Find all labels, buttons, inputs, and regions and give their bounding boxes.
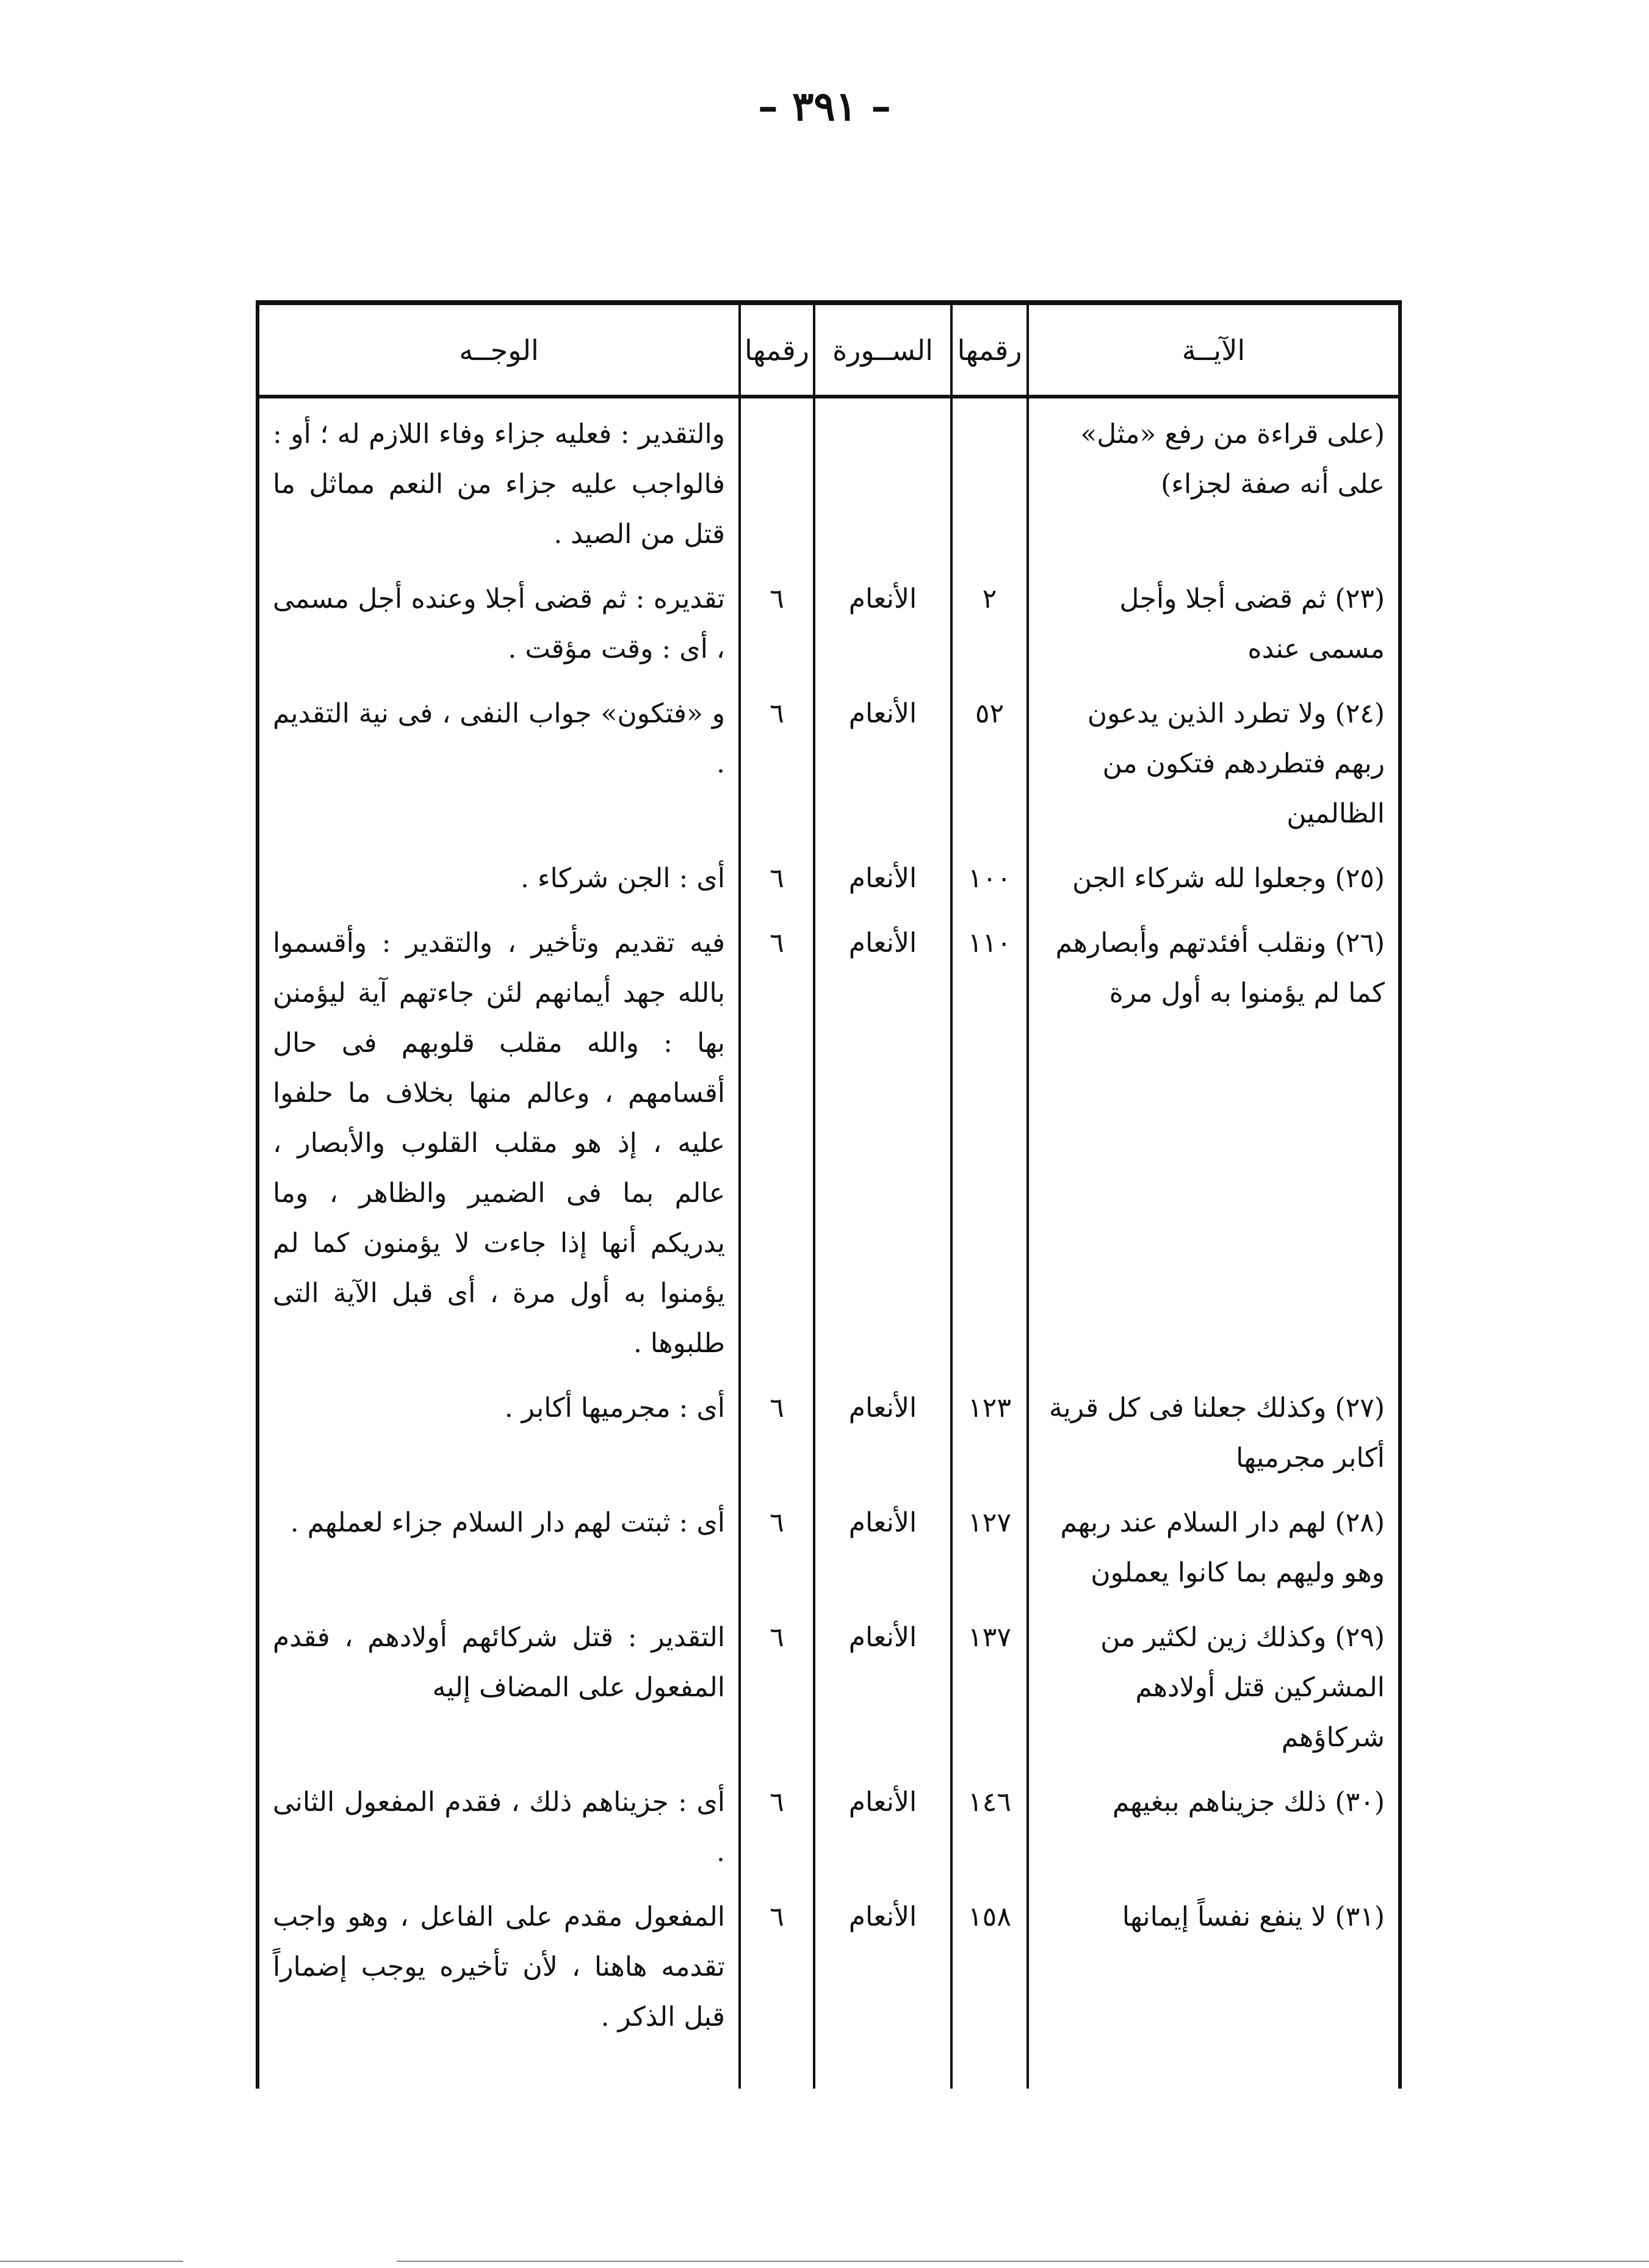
table-row <box>258 678 1400 843</box>
wajh-cell: التقدير : قتل شركائهم أولادهم ، فقدم المفعول على المضاف إليه <box>273 1622 725 1703</box>
filler-cell <box>258 2046 740 2089</box>
filler-cell <box>740 2046 814 2089</box>
wajh-cell: أى : الجن شركاء . <box>520 863 725 894</box>
sura-number-cell: ٦ <box>740 907 814 1372</box>
aya-number-cell: ٥٢ <box>951 678 1028 843</box>
verse-table <box>256 300 1402 2089</box>
table-row <box>258 1487 1400 1602</box>
sura-number-cell: ٦ <box>740 1372 814 1487</box>
table-filler-row <box>258 2046 1400 2089</box>
sura-number-cell <box>740 397 814 563</box>
page-number: – ٣٩١ – <box>757 82 892 130</box>
wajh-cell: تقديره : ثم قضى أجلا وعنده أجل مسمى ، أى : وقت مؤقت . <box>273 583 725 664</box>
sura-cell: الأنعام <box>814 563 951 678</box>
wajh-cell: أى : ثبتت لهم دار السلام جزاء لعملهم . <box>290 1507 725 1538</box>
header-sura-number: رقمها <box>740 303 814 397</box>
sura-cell: الأنعام <box>814 1372 951 1487</box>
aya-cell: (٣١) لا ينفع نفساً إيمانها <box>1028 1881 1400 2046</box>
sura-cell: الأنعام <box>814 1766 951 1881</box>
wajh-cell: أى : جزيناهم ذلك ، فقدم المفعول الثانى . <box>273 1787 725 1868</box>
aya-cell: (٢٤) ولا تطرد الذين يدعون ربهم فتطردهم فتكون من الظالمين <box>1028 678 1400 843</box>
table-row <box>258 1766 1400 1881</box>
aya-cell: (٢٩) وكذلك زين لكثير من المشركين قتل أولادهم شركاؤهم <box>1028 1602 1400 1766</box>
wajh-cell: المفعول مقدم على الفاعل ، وهو واجب تقدمه هاهنا ، لأن تأخيره يوجب إضماراً قبل الذكر . <box>273 1901 725 2032</box>
aya-number-cell: ١٢٣ <box>951 1372 1028 1487</box>
sura-number-cell: ٦ <box>740 563 814 678</box>
table-row <box>258 397 1400 563</box>
aya-number-cell: ١٣٧ <box>951 1602 1028 1766</box>
aya-cell: (٢٥) وجعلوا لله شركاء الجن <box>1028 843 1400 907</box>
sura-number-cell: ٦ <box>740 1487 814 1602</box>
sura-cell: الأنعام <box>814 907 951 1372</box>
wajh-cell: والتقدير : فعليه جزاء وفاء اللازم له ؛ أو : فالواجب عليه جزاء من النعم مماثل ما قتل من الصيد . <box>273 419 725 550</box>
aya-number-cell: ١١٠ <box>951 907 1028 1372</box>
sura-cell: الأنعام <box>814 1487 951 1602</box>
table-row <box>258 843 1400 907</box>
header-aya: الآيــة <box>1028 303 1400 397</box>
aya-number-cell: ١٢٧ <box>951 1487 1028 1602</box>
wajh-cell: أى : مجرميها أكابر . <box>504 1392 725 1424</box>
aya-number-cell: ٢ <box>951 563 1028 678</box>
aya-cell: (٢٨) لهم دار السلام عند ربهم وهو وليهم بما كانوا يعملون <box>1028 1487 1400 1602</box>
sura-cell: الأنعام <box>814 1602 951 1766</box>
table-row <box>258 563 1400 678</box>
sura-number-cell: ٦ <box>740 678 814 843</box>
wajh-cell: فيه تقديم وتأخير ، والتقدير : وأقسموا بالله جهد أيمانهم لئن جاءتهم آية ليؤمنن بها : والله مقلب قلوبهم فى حال أقسامهم ، وعالم منها بخلاف ما حلفوا عليه ، إذ هو مقلب القلوب والأبصار ، عالم بما فى الضمير والظاهر ، وما يدريكم أنها إذا جاءت لا يؤمنون كما لم يؤمنوا به أول مرة ، أى قبل الآية التى طلبوها . <box>273 927 725 1359</box>
sura-cell: الأنعام <box>814 1881 951 2046</box>
sura-number-cell: ٦ <box>740 1602 814 1766</box>
aya-number-cell: ١٤٦ <box>951 1766 1028 1881</box>
table-row <box>258 1372 1400 1487</box>
wajh-cell: و «فتكون» جواب النفى ، فى نية التقديم . <box>273 698 725 779</box>
sura-number-cell: ٦ <box>740 1766 814 1881</box>
sura-cell: الأنعام <box>814 678 951 843</box>
aya-cell: (على قراءة من رفع «مثل» على أنه صفة لجزاء) <box>1028 397 1400 563</box>
filler-cell <box>951 2046 1028 2089</box>
sura-number-cell: ٦ <box>740 843 814 907</box>
filler-cell <box>814 2046 951 2089</box>
scan-edge-line-left <box>0 2261 183 2262</box>
sura-cell <box>814 397 951 563</box>
table-row <box>258 1602 1400 1766</box>
aya-cell: (٢٧) وكذلك جعلنا فى كل قرية أكابر مجرميها <box>1028 1372 1400 1487</box>
verse-table-container <box>259 300 1402 2032</box>
table-row <box>258 1881 1400 2046</box>
header-aya-number: رقمها <box>951 303 1028 397</box>
sura-number-cell: ٦ <box>740 1881 814 2046</box>
aya-number-cell: ١٥٨ <box>951 1881 1028 2046</box>
aya-number-cell: ١٠٠ <box>951 843 1028 907</box>
header-wajh: الوجــه <box>258 303 740 397</box>
aya-cell: (٣٠) ذلك جزيناهم ببغيهم <box>1028 1766 1400 1881</box>
scan-edge-line-right <box>397 2261 1649 2262</box>
aya-cell: (٢٦) ونقلب أفئدتهم وأبصارهم كما لم يؤمنوا به أول مرة <box>1028 907 1400 1372</box>
aya-cell: (٢٣) ثم قضى أجلا وأجل مسمى عنده <box>1028 563 1400 678</box>
table-row <box>258 907 1400 1372</box>
filler-cell <box>1028 2046 1400 2089</box>
header-sura: الســورة <box>814 303 951 397</box>
sura-cell: الأنعام <box>814 843 951 907</box>
aya-number-cell <box>951 397 1028 563</box>
table-header-row <box>258 303 1400 397</box>
